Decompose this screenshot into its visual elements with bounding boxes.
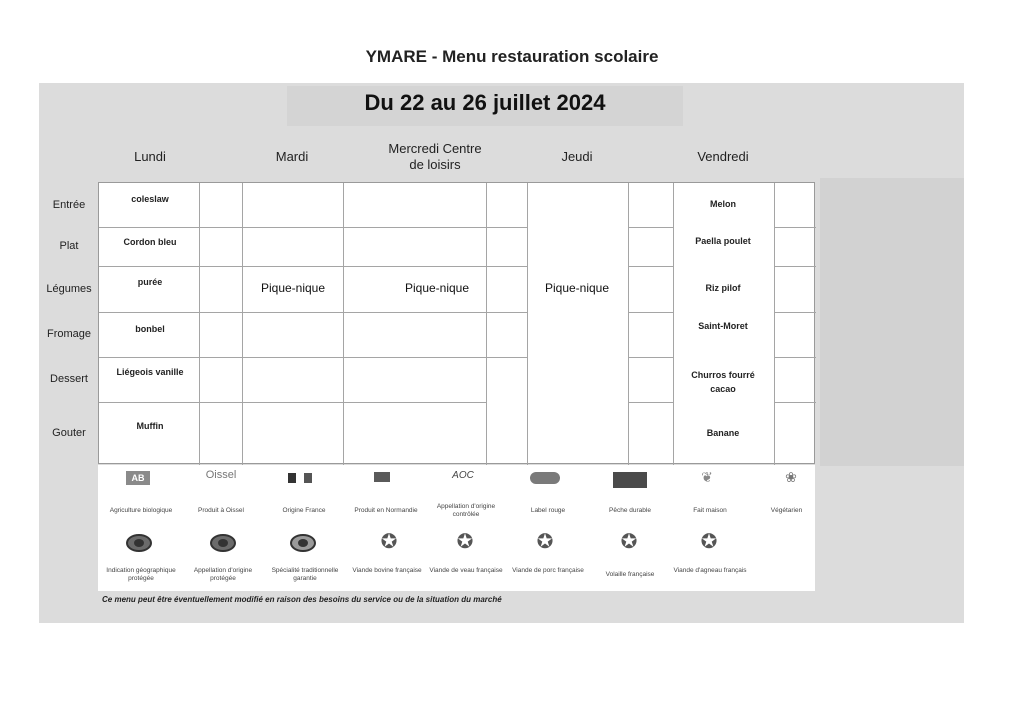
footnote: Ce menu peut être éventuellement modifié en raison des besoins du service ou de la situation du marché <box>102 595 502 604</box>
row-label-plat: Plat <box>59 240 79 252</box>
row-label-legumes: Légumes <box>46 283 92 295</box>
flag-france-icon-right <box>304 473 312 483</box>
document-title: YMARE - Menu restauration scolaire <box>365 47 659 66</box>
lundi-plat: Cordon bleu <box>123 237 177 247</box>
legend-label-fait-maison: Fait maison <box>693 507 727 514</box>
mardi-picnic: Pique-nique <box>260 281 326 295</box>
legend-label-viande-veau: Viande de veau française <box>429 567 503 574</box>
legend-label-aoc: Appellation d'origine contrôlée <box>436 503 496 518</box>
vendredi-entree: Melon <box>710 199 736 209</box>
lundi-entree: coleslaw <box>131 194 169 204</box>
day-header-jeudi: Jeudi <box>561 149 593 164</box>
day-header-mercredi-line2: de loisirs <box>409 157 461 172</box>
legend-label-produit-oissel: Produit à Oissel <box>198 507 244 514</box>
volaille-star-icon: ✪ <box>620 531 638 553</box>
viande-bovine-star-icon: ✪ <box>380 531 398 553</box>
row-label-fromage: Fromage <box>46 328 92 340</box>
fait-maison-icon: ❦ <box>701 469 713 485</box>
peche-durable-icon <box>613 472 647 488</box>
day-header-mercredi-line1: Mercredi Centre <box>388 141 482 156</box>
aoc-logo: AOC <box>452 470 474 481</box>
legend-label-viande-porc: Viande de porc française <box>512 567 584 574</box>
viande-porc-star-icon: ✪ <box>536 531 554 553</box>
vendredi-dessert-line1: Churros fourré <box>691 370 755 380</box>
mercredi-picnic: Pique-nique <box>404 281 470 295</box>
normandie-icon <box>374 472 390 482</box>
lundi-dessert: Liégeois vanille <box>116 367 184 377</box>
row-label-entree: Entrée <box>52 199 86 211</box>
legend-label-produit-normandie: Produit en Normandie <box>354 507 418 514</box>
vendredi-dessert <box>673 368 773 396</box>
legend-label-viande-agneau: Viande d'agneau français <box>673 567 747 574</box>
lundi-legumes: purée <box>137 277 163 287</box>
row-label-gouter: Gouter <box>52 427 86 439</box>
lundi-fromage: bonbel <box>135 324 165 334</box>
legend-label-stg: Spécialité traditionnelle garantie <box>271 567 339 582</box>
stg-seal-icon <box>290 534 316 552</box>
day-header-mardi: Mardi <box>275 149 309 164</box>
vendredi-plat: Paella poulet <box>695 236 751 246</box>
sheet-right-strip <box>820 178 964 466</box>
vendredi-fromage: Saint-Moret <box>698 321 748 331</box>
agriculture-biologique-logo: AB <box>126 471 150 485</box>
jeudi-picnic: Pique-nique <box>544 281 610 295</box>
legend-label-volaille: Volaille française <box>605 571 655 578</box>
legend-label-peche-durable: Pêche durable <box>609 507 651 514</box>
aop-seal-icon <box>210 534 236 552</box>
label-legend <box>98 465 815 591</box>
day-header-vendredi: Vendredi <box>697 149 749 164</box>
row-label-dessert: Dessert <box>50 373 88 385</box>
legend-label-label-rouge: Label rouge <box>530 507 566 514</box>
oissel-logo: Oissel <box>205 469 237 481</box>
viande-agneau-star-icon: ✪ <box>700 531 718 553</box>
vendredi-gouter: Banane <box>706 428 740 438</box>
day-header-mercredi <box>362 141 508 173</box>
vendredi-legumes: Riz pilof <box>705 283 741 293</box>
legend-label-viande-bovine: Viande bovine française <box>352 567 422 574</box>
viande-veau-star-icon: ✪ <box>456 531 474 553</box>
label-rouge-icon <box>530 472 560 484</box>
vegetarien-icon: ❀ <box>785 469 797 485</box>
legend-label-igp: Indication géographique protégée <box>106 567 176 582</box>
vendredi-dessert-line2: cacao <box>710 384 736 394</box>
legend-label-origine-france: Origine France <box>282 507 326 514</box>
legend-label-vegetarien: Végétarien <box>770 507 803 514</box>
flag-france-icon <box>288 473 296 483</box>
lundi-gouter: Muffin <box>136 421 164 431</box>
legend-label-agriculture-biologique: Agriculture biologique <box>109 507 173 514</box>
week-dates: Du 22 au 26 juillet 2024 <box>364 90 606 115</box>
legend-label-aop: Appellation d'origine protégée <box>193 567 253 582</box>
day-header-lundi: Lundi <box>134 149 166 164</box>
igp-seal-icon <box>126 534 152 552</box>
